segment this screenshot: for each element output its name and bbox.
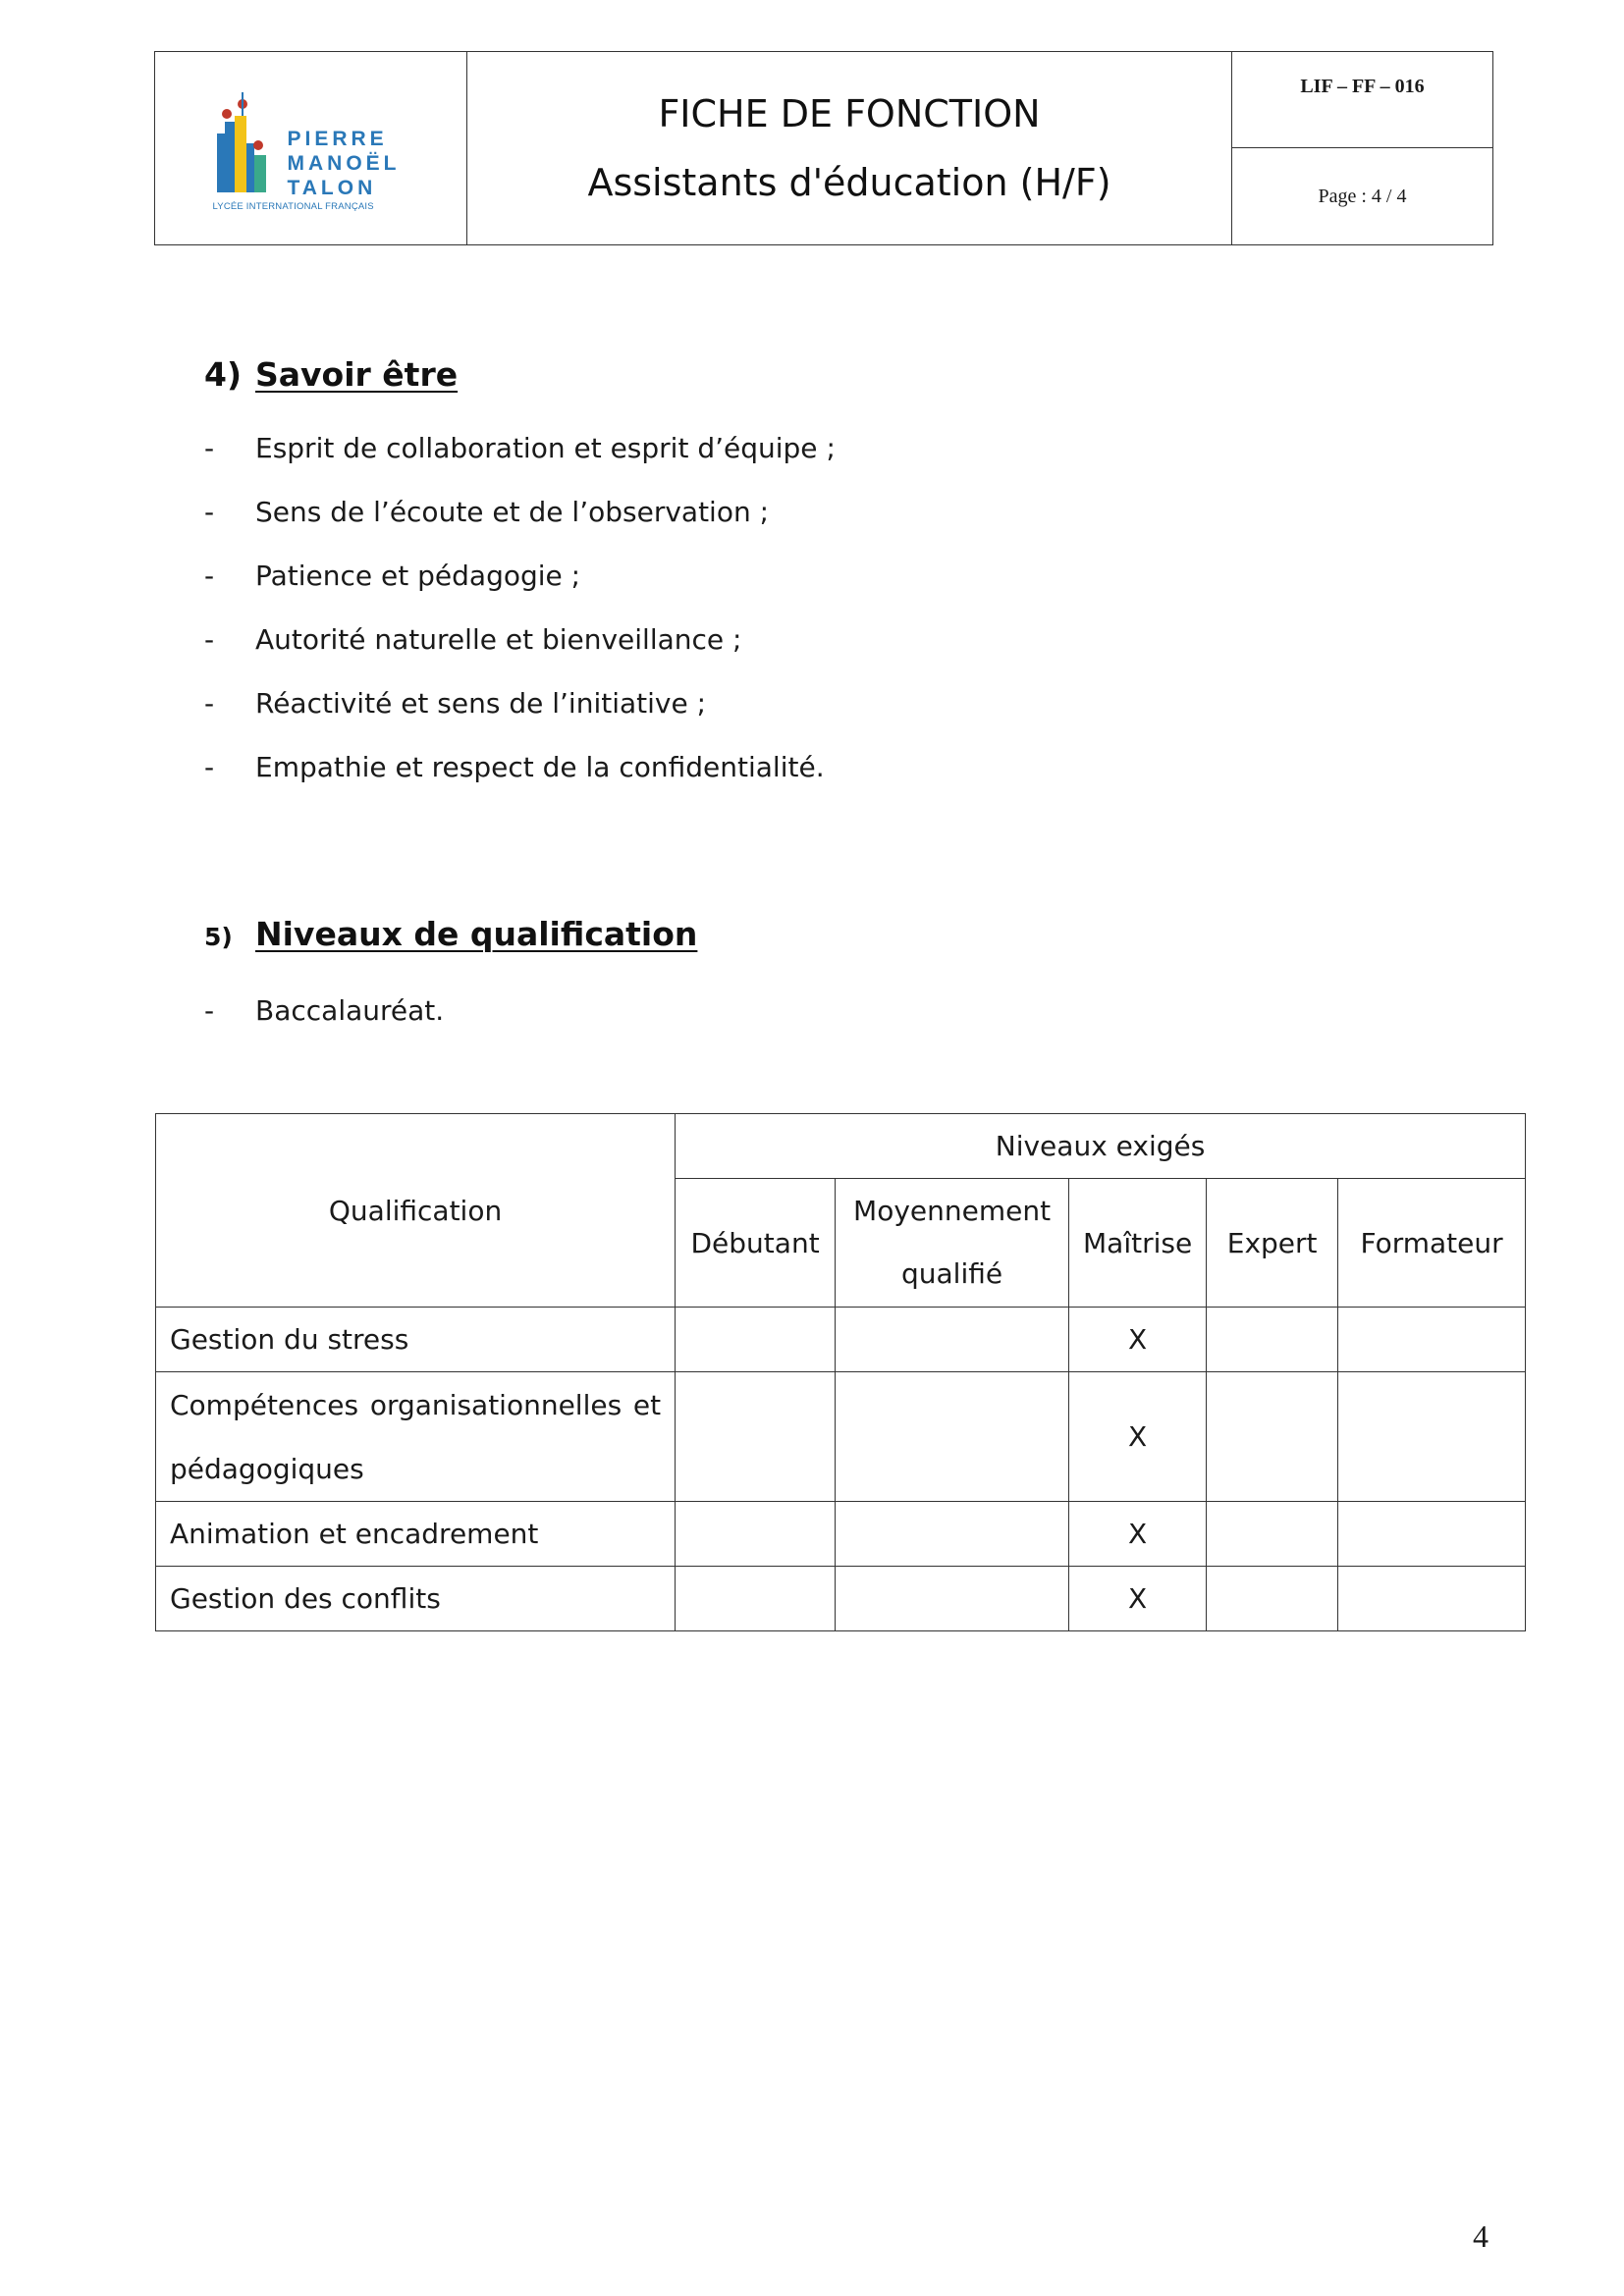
level-cell bbox=[836, 1502, 1069, 1567]
level-cell bbox=[676, 1502, 836, 1567]
page-number: 4 bbox=[1473, 2218, 1489, 2254]
row-label: Animation et encadrement bbox=[156, 1502, 676, 1567]
row-label: Compétences organisationnelles et pédagogiques bbox=[156, 1372, 676, 1502]
level-cell bbox=[836, 1308, 1069, 1372]
section-4-number: 4) bbox=[204, 355, 243, 394]
list-item: - Patience et pédagogie ; bbox=[204, 560, 581, 592]
document-header bbox=[154, 51, 1493, 245]
logo-name bbox=[288, 127, 401, 200]
table-row bbox=[156, 1372, 1526, 1502]
list-item: - Empathie et respect de la confidentialité. bbox=[204, 751, 825, 783]
school-logo bbox=[213, 84, 409, 212]
list-item-text: Baccalauréat. bbox=[255, 994, 445, 1027]
table-row bbox=[156, 1567, 1526, 1631]
list-item-text: Sens de l’écoute et de l’observation ; bbox=[255, 496, 770, 528]
row-label: Gestion du stress bbox=[156, 1308, 676, 1372]
header-title-cell bbox=[467, 52, 1232, 244]
list-item: - Esprit de collaboration et esprit d’équipe ; bbox=[204, 432, 836, 464]
list-item: - Autorité naturelle et bienveillance ; bbox=[204, 623, 742, 656]
section-5-heading bbox=[204, 915, 697, 953]
section-5-title: Niveaux de qualification bbox=[255, 915, 698, 953]
level-cell: X bbox=[1069, 1372, 1207, 1502]
level-header: Débutant bbox=[676, 1179, 836, 1308]
level-cell bbox=[1338, 1308, 1526, 1372]
level-header: Expert bbox=[1207, 1179, 1338, 1308]
logo-subtitle: LYCÉE INTERNATIONAL FRANÇAIS bbox=[212, 201, 374, 212]
level-cell bbox=[1207, 1308, 1338, 1372]
level-cell bbox=[1207, 1567, 1338, 1631]
level-cell bbox=[676, 1308, 836, 1372]
level-cell bbox=[676, 1372, 836, 1502]
logo-name-line-1: PIERRE bbox=[287, 128, 388, 150]
level-cell bbox=[1207, 1502, 1338, 1567]
document-title: FICHE DE FONCTION bbox=[658, 92, 1041, 135]
list-item-text: Empathie et respect de la confidentialité. bbox=[255, 751, 825, 783]
qualification-header: Qualification bbox=[156, 1114, 676, 1308]
level-header: Maîtrise bbox=[1069, 1179, 1207, 1308]
list-item-text: Esprit de collaboration et esprit d’équipe ; bbox=[255, 432, 836, 464]
list-item-text: Réactivité et sens de l’initiative ; bbox=[255, 687, 707, 720]
level-cell: X bbox=[1069, 1502, 1207, 1567]
level-cell bbox=[836, 1567, 1069, 1631]
level-cell bbox=[676, 1567, 836, 1631]
logo-name-line-3: TALON bbox=[287, 177, 377, 199]
section-4-heading bbox=[204, 355, 458, 394]
levels-header: Niveaux exigés bbox=[676, 1114, 1526, 1179]
level-cell bbox=[836, 1372, 1069, 1502]
level-cell bbox=[1338, 1372, 1526, 1502]
level-cell: X bbox=[1069, 1308, 1207, 1372]
list-item: - Réactivité et sens de l’initiative ; bbox=[204, 687, 707, 720]
list-item-text: Patience et pédagogie ; bbox=[255, 560, 581, 592]
level-cell bbox=[1338, 1567, 1526, 1631]
qualification-table bbox=[155, 1113, 1526, 1631]
table-row bbox=[156, 1502, 1526, 1567]
logo-cell bbox=[155, 52, 467, 244]
header-reference-cell bbox=[1232, 52, 1492, 244]
level-cell bbox=[1338, 1502, 1526, 1567]
list-item: - Sens de l’écoute et de l’observation ; bbox=[204, 496, 770, 528]
logo-name-line-2: MANOËL bbox=[287, 152, 401, 175]
level-header: Moyennement qualifié bbox=[836, 1179, 1069, 1308]
row-label: Gestion des conflits bbox=[156, 1567, 676, 1631]
document-subtitle: Assistants d'éducation (H/F) bbox=[587, 161, 1111, 204]
document-reference: LIF – FF – 016 bbox=[1232, 52, 1492, 148]
table-header-row bbox=[156, 1114, 1526, 1179]
level-header: Formateur bbox=[1338, 1179, 1526, 1308]
level-cell: X bbox=[1069, 1567, 1207, 1631]
section-4-title: Savoir être bbox=[255, 355, 459, 394]
table-row bbox=[156, 1308, 1526, 1372]
page-indicator: Page : 4 / 4 bbox=[1318, 185, 1407, 207]
level-cell bbox=[1207, 1372, 1338, 1502]
section-5-number: 5) bbox=[204, 923, 233, 951]
list-item-text: Autorité naturelle et bienveillance ; bbox=[255, 623, 742, 656]
list-item: - Baccalauréat. bbox=[204, 994, 445, 1027]
